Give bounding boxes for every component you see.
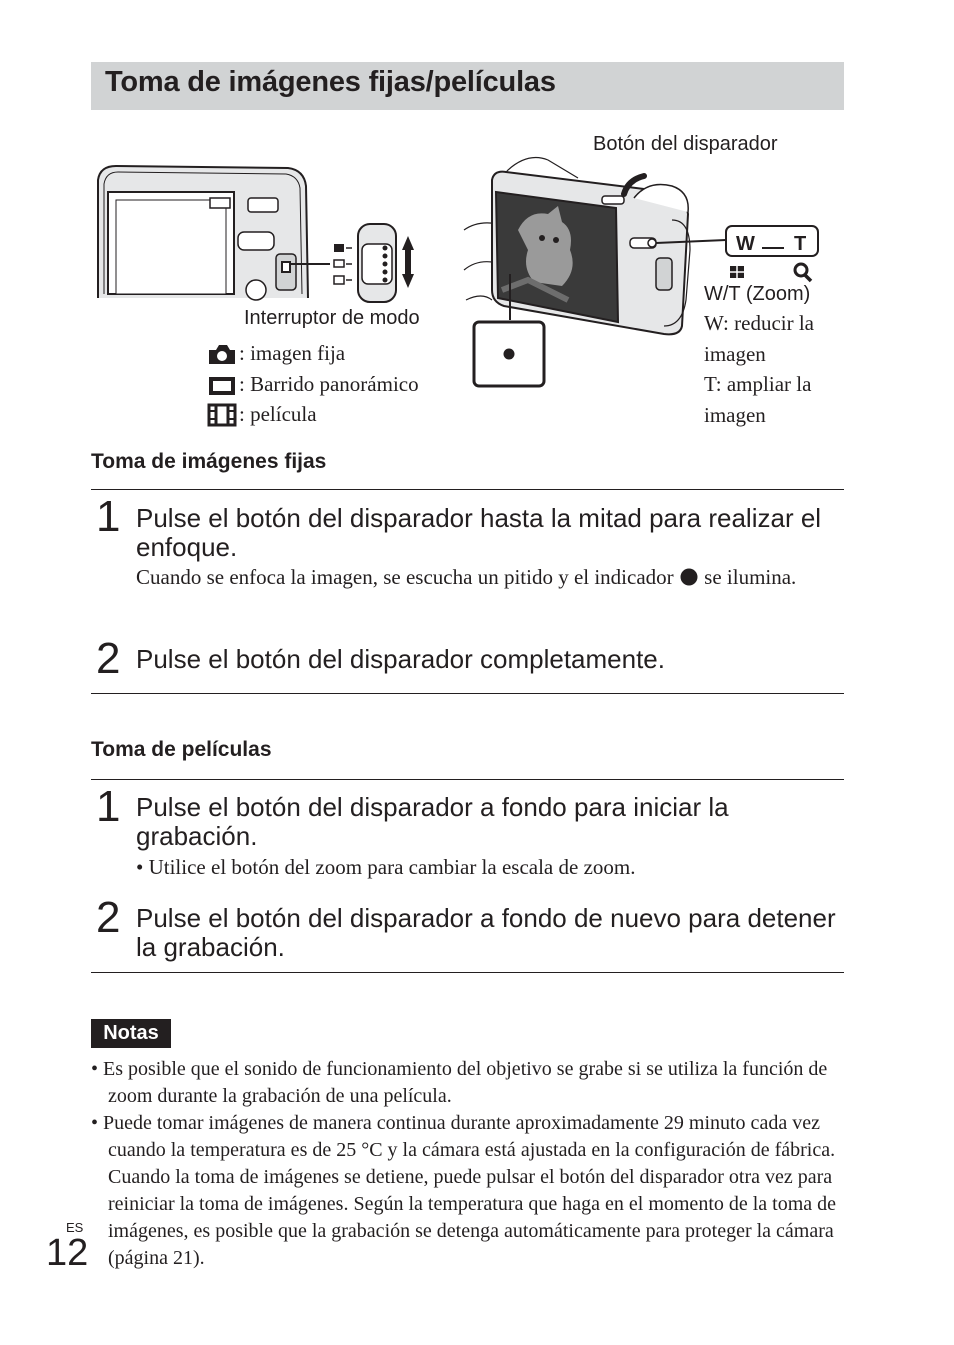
mode-legend-movie	[207, 402, 317, 427]
still-step-2-number: 2	[96, 634, 121, 683]
still-step-1-title: Pulse el botón del disparador hasta la mitad para realizar el enfoque.	[136, 503, 822, 562]
page-number: 12	[46, 1232, 89, 1274]
zoom-title: W/T (Zoom)	[704, 283, 811, 305]
page-language: ES	[66, 1220, 84, 1235]
zoom-w-letter: W	[736, 233, 755, 255]
movie-icon	[207, 403, 237, 427]
camera-icon	[207, 342, 237, 366]
movie-top-rule	[91, 779, 844, 780]
indicator-lamp-icon	[504, 349, 515, 360]
movie-step-2-title: Pulse el botón del disparador a fondo de nuevo para detener la grabación.	[136, 903, 836, 962]
still-step-1-note-after: se ilumina.	[704, 565, 797, 589]
mode-still-text: : imagen fija	[239, 341, 346, 365]
movie-step-1-number: 1	[96, 782, 121, 831]
movie-step-1-bullet: • Utilice el botón del zoom para cambiar la escala de zoom.	[136, 855, 636, 879]
still-step-1-number: 1	[96, 492, 121, 541]
zoom-w-desc-1: W: reducir la	[704, 311, 814, 335]
camera-back-illustration	[90, 158, 420, 308]
zoom-w-desc-2: imagen	[704, 342, 766, 366]
movie-step-2-number: 2	[96, 893, 121, 942]
zoom-in-magnifier-icon	[795, 264, 811, 281]
still-step-2-title: Pulse el botón del disparador completamente.	[136, 644, 665, 674]
movie-step-1-title: Pulse el botón del disparador a fondo para iniciar la grabación.	[136, 792, 729, 851]
zoom-t-letter: T	[794, 233, 807, 255]
still-step-1-note-before: Cuando se enfoca la imagen, se escucha un pitido y el indicador	[136, 565, 674, 589]
movie-heading: Toma de películas	[91, 738, 272, 761]
still-step-1-note	[136, 562, 836, 593]
camera-hand-illustration	[458, 150, 828, 390]
mode-movie-text: : película	[239, 402, 317, 426]
mode-legend-panorama	[207, 372, 419, 397]
zoom-t-desc-1: T: ampliar la	[704, 372, 812, 396]
zoom-t-desc-2: imagen	[704, 403, 766, 427]
note-item-1: • Es posible que el sonido de funcionamiento del objetivo se grabe si se utiliza la función de zoom durante la grabación de una película.	[91, 1058, 828, 1107]
panorama-icon	[207, 373, 237, 397]
still-top-rule	[91, 489, 844, 490]
zoom-out-grid-icon	[730, 266, 744, 278]
still-bottom-rule	[91, 693, 844, 694]
movie-bottom-rule	[91, 972, 844, 973]
mode-switch-label: Interruptor de modo	[244, 307, 420, 329]
mode-legend-still	[207, 341, 345, 366]
page-title: Toma de imágenes fijas/películas	[105, 66, 556, 98]
shutter-button-label: Botón del disparador	[593, 133, 778, 155]
notes-badge: Notas	[91, 1019, 171, 1048]
mode-panorama-text: : Barrido panorámico	[239, 372, 419, 396]
note-item-2: • Puede tomar imágenes de manera continua durante aproximadamente 29 minuto cada vez cuando la temperatura es de 25 °C y la cámara está ajustada en la configuración de fábrica. Cuando la toma de imágenes se detiene, puede pulsar el botón del disparador otra vez para reiniciar la toma de imágenes. Según la temperatura que haga en el momento de la toma de imágenes, es posible que la grabación se detenga automáticamente para proteger la cámara (página 21).	[91, 1112, 837, 1269]
indicator-dot-icon	[679, 568, 699, 586]
still-heading: Toma de imágenes fijas	[91, 450, 327, 473]
